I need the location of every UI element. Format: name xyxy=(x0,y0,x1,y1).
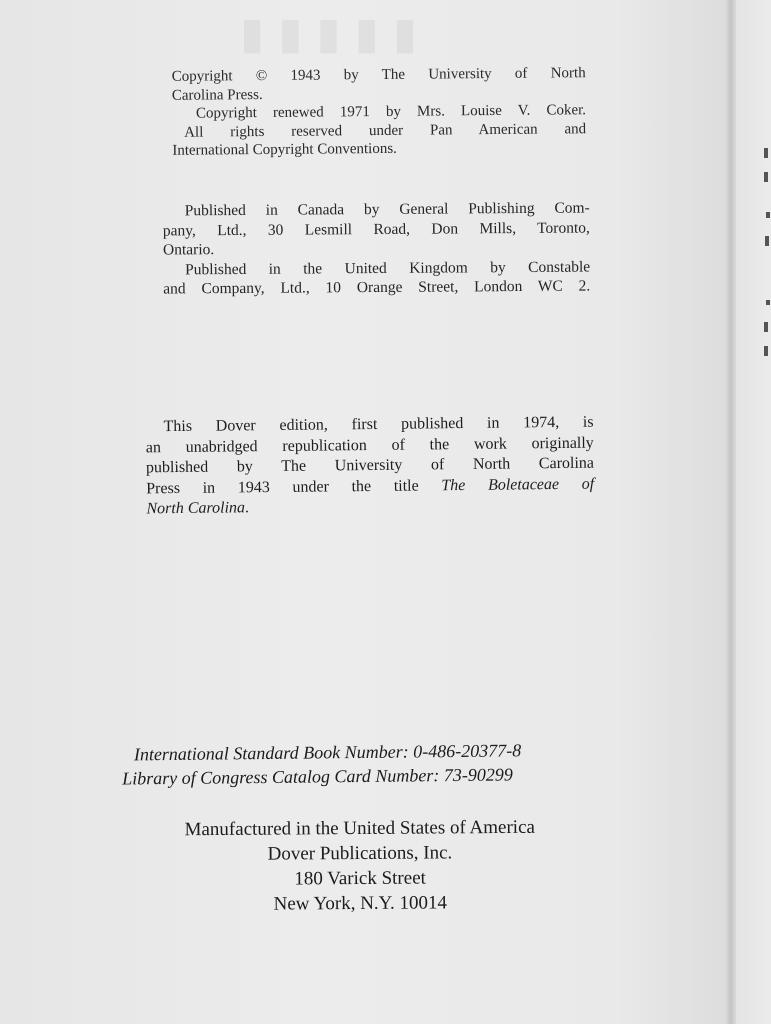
facing-page-text-fragment xyxy=(766,212,770,218)
publisher-name: Dover Publications, Inc. xyxy=(267,842,453,865)
facing-page-text-fragment xyxy=(765,236,769,246)
book-gutter xyxy=(726,0,736,1024)
facing-page-text-fragment xyxy=(764,346,768,356)
publishers-notice xyxy=(163,199,591,299)
publisher-street: 180 Varick Street xyxy=(294,867,426,890)
manufacturer-info xyxy=(130,814,591,917)
edition-line-1: This Dover edition, first published in 1974, is xyxy=(163,413,594,436)
edition-line-5 xyxy=(146,495,594,520)
copyright-line-2: Carolina Press. xyxy=(171,86,263,104)
edition-line-4-text: Press in 1943 under the title xyxy=(146,476,442,497)
edition-notice xyxy=(145,413,594,520)
isbn-line: International Standard Book Number: 0-486-20377-8 xyxy=(133,740,522,765)
publisher-city: New York, N.Y. 10014 xyxy=(273,892,447,915)
copyright-line-1: Copyright © 1943 by The University of North xyxy=(171,65,586,85)
publishers-line-4: Published in the United Kingdom by Constable xyxy=(185,258,591,278)
copyright-line-4: All rights reserved under Pan American and xyxy=(184,120,587,141)
edition-line-5-text: . xyxy=(244,499,250,517)
identifiers xyxy=(122,737,602,790)
facing-page-text-fragment xyxy=(764,322,768,332)
copyright-line-3: Copyright renewed 1971 by Mrs. Louise V. Coker. xyxy=(195,102,587,122)
book-title-part-2: North Carolina xyxy=(146,499,246,518)
copyright-line-5: International Copyright Conventions. xyxy=(172,140,397,159)
facing-page-edge xyxy=(736,0,771,1024)
publishers-line-5: and Company, Ltd., 10 Orange Street, London WC 2. xyxy=(163,277,591,298)
facing-page-text-fragment xyxy=(766,300,770,305)
facing-page-text-fragment xyxy=(764,148,768,158)
publishers-line-2: pany, Ltd., 30 Lesmill Road, Don Mills, Toronto, xyxy=(162,219,590,239)
show-through-text: ▮▮▮▮▮ xyxy=(240,8,432,59)
manufactured-line: Manufactured in the United States of America xyxy=(184,816,535,841)
facing-page-text-fragment xyxy=(764,172,768,182)
publishers-line-3: Ontario. xyxy=(162,241,215,259)
lccn-line: Library of Congress Catalog Card Number: 73-90299 xyxy=(122,764,513,789)
copyright-notice xyxy=(172,64,587,160)
edition-line-2: an unabridged republication of the work originally xyxy=(145,434,594,456)
edition-line-3: published by The University of North Carolina xyxy=(145,454,595,477)
book-title-part-1: The Boletaceae of xyxy=(441,475,595,494)
publishers-line-1: Published in Canada by General Publishing Com- xyxy=(184,199,590,220)
